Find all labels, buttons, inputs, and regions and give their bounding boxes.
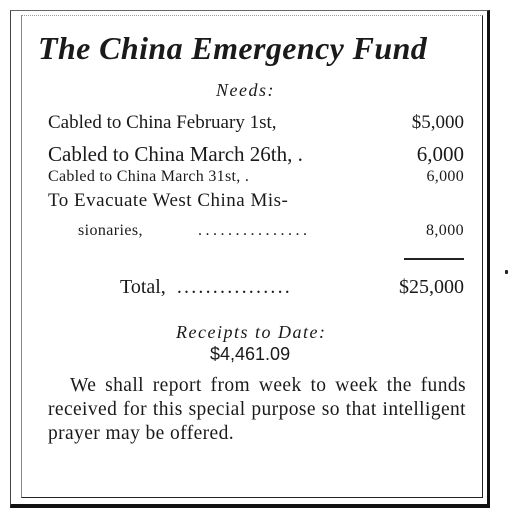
sum-rule <box>404 258 464 260</box>
print-speck <box>505 270 508 274</box>
needs-row-label: To Evacuate West China Mis- <box>48 190 289 211</box>
total-leader-dots: ................ <box>176 276 293 298</box>
total-amount: $25,000 <box>399 276 464 298</box>
needs-heading: Needs: <box>216 80 275 100</box>
total-label: Total, <box>120 276 166 298</box>
needs-row-label: Cabled to China February 1st, <box>48 112 277 133</box>
receipts-heading: Receipts to Date: <box>176 322 327 342</box>
needs-row-amount: 8,000 <box>426 222 464 239</box>
total-row <box>120 276 292 299</box>
notice-title: The China Emergency Fund <box>38 30 428 66</box>
needs-row-amount: $5,000 <box>411 112 464 133</box>
needs-row-label: Cabled to China March 31st, . <box>48 168 250 185</box>
leader-dots: ............... <box>198 222 311 239</box>
needs-row-amount: 6,000 <box>416 142 464 166</box>
needs-row-label: Cabled to China March 26th, . <box>48 142 303 166</box>
receipts-amount: $4,461.09 <box>210 344 291 364</box>
report-paragraph: We shall report from week to week the funds received for this special purpose so that intelligent prayer may be offered. <box>48 375 466 444</box>
needs-row-label: sionaries, <box>78 222 143 239</box>
needs-row-amount: 6,000 <box>426 168 464 185</box>
